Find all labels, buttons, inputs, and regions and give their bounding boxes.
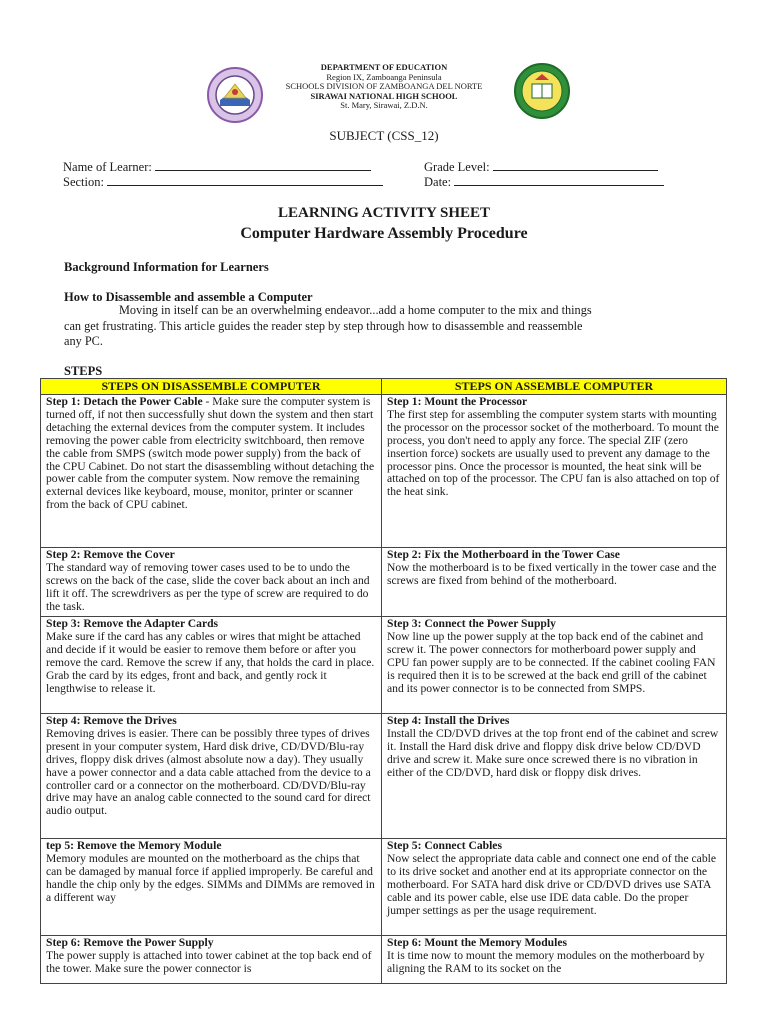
table-row [41, 617, 727, 714]
step-title: tep 5: Remove the Memory Module [46, 839, 222, 852]
step-title: Step 1: Detach the Power Cable [46, 395, 203, 408]
step-text: Now the motherboard is to be fixed vertically in the tower case and the screws are fixed from behind of the motherboard. [387, 560, 717, 587]
intro-line: any PC. [64, 334, 103, 348]
table-row [41, 839, 727, 936]
step-text: Removing drives is easier. There can be possibly three types of drives present in your computer system, Hard disk drive, CD/DVD/Blu-ray drives, floppy disk drives (almost absolute now a day). They usually have a power connector and a data cable attached from the device to a controller card or a connector on the motherboard. CD/DVD/Blu-ray drive may have an analog cable connected to the sound card for direct audio output. [46, 726, 371, 818]
section-label: Section: [63, 175, 104, 189]
step-text: The power supply is attached into tower cabinet at the top back end of the tower. Make sure the power connector is [46, 948, 372, 975]
grade-label: Grade Level: [424, 160, 490, 174]
name-blank-line [155, 160, 371, 171]
step-title: Step 3: Connect the Power Supply [387, 617, 556, 630]
division-name: SCHOOLS DIVISION OF ZAMBOANGA DEL NORTE [285, 81, 483, 92]
document-subtitle: Computer Hardware Assembly Procedure [240, 225, 528, 242]
table-row [41, 714, 727, 839]
subject-line: SUBJECT (CSS_12) [329, 128, 439, 143]
disassemble-step-6 [41, 936, 382, 984]
school-name: SIRAWAI NATIONAL HIGH SCHOOL [310, 90, 458, 101]
intro-paragraph [64, 303, 734, 350]
name-label: Name of Learner: [63, 160, 152, 174]
disassemble-step-5 [41, 839, 382, 936]
letterhead [0, 63, 768, 111]
assemble-step-5 [382, 839, 727, 936]
assemble-step-2 [382, 548, 727, 617]
disassemble-step-2 [41, 548, 382, 617]
school-address: St. Mary, Sirawai, Z.D.N. [340, 100, 428, 111]
step-title: Step 4: Remove the Drives [46, 714, 177, 727]
step-title: Step 5: Connect Cables [387, 839, 502, 852]
step-title: Step 2: Remove the Cover [46, 548, 175, 561]
assemble-step-6 [382, 936, 727, 984]
step-text: Memory modules are mounted on the motherboard as the chips that can be damaged by manual force if applied improperly. Be careful and handle the chip only by the edges. SIMMs and DIMMs are removed in a different way [46, 851, 375, 904]
department-name: DEPARTMENT OF EDUCATION [320, 62, 448, 72]
step-text: The standard way of removing tower cases used to be to undo the screws on the back of the case, slide the cover back about an inch and lift it off. The screwdrivers as per the type of screw are required to do the task. [46, 560, 370, 613]
assemble-column-header: STEPS ON ASSEMBLE COMPUTER [382, 379, 727, 395]
how-to-heading: How to Disassemble and assemble a Computer [64, 290, 313, 304]
step-title: Step 4: Install the Drives [387, 714, 510, 727]
table-header-row [41, 379, 727, 395]
assemble-step-1 [382, 395, 727, 548]
disassemble-column-header: STEPS ON DISASSEMBLE COMPUTER [41, 379, 382, 395]
step-text: - Make sure the computer system is turned off, if not then successfully shut down the system and then start detaching the external devices from the computer system. It includes removing the power cable from electricity switchboard, then remove the cable from SMPS (switch mode power supply) from the back of the CPU Cabinet. Do not start the disassembling without detaching the power cable from the computer system. Now remove the remaining external devices like keyboard, mouse, monitor, printer or scanner from the back of CPU cabinet. [46, 395, 375, 512]
document-title: LEARNING ACTIVITY SHEET [278, 205, 490, 221]
step-title: Step 2: Fix the Motherboard in the Tower Case [387, 548, 620, 561]
disassemble-step-3 [41, 617, 382, 714]
step-title: Step 3: Remove the Adapter Cards [46, 617, 219, 630]
step-text: Make sure if the card has any cables or wires that might be attached and decide if it would be easier to remove them before or after you remove the card. Remove the screw if any, that holds the card in place. Grab the card by its edges, front and back, and gently rock it lengthwise to release it. [46, 629, 375, 695]
table-row [41, 548, 727, 617]
region-name: Region IX, Zamboanga Peninsula [326, 71, 442, 82]
assemble-step-4 [382, 714, 727, 839]
date-label: Date: [424, 175, 452, 189]
step-text: Install the CD/DVD drives at the top front end of the cabinet and screw it. Install the Hard disk drive and floppy disk drive below CD/DVD drive and screw it. Make sure once screwed there is no vibration in either of the CD/DVD, hard disk or floppy disk drives. [387, 726, 719, 779]
name-of-learner-field[interactable] [63, 160, 371, 175]
step-text: Now select the appropriate data cable and connect one end of the cable to its drive socket and another end at its appropriate connector on the motherboard. For SATA hard disk drive or CD/DVD drives use SATA cable and its power cable, else use IDE data cable. Do the proper jumper settings as per the usage requirement. [387, 851, 716, 917]
date-blank-line [454, 175, 664, 186]
assemble-step-3 [382, 617, 727, 714]
steps-table [40, 378, 727, 984]
table-row [41, 936, 727, 984]
step-title: Step 6: Remove the Power Supply [46, 936, 214, 949]
disassemble-step-4 [41, 714, 382, 839]
steps-heading: STEPS [64, 364, 103, 378]
step-text: Now line up the power supply at the top back end of the cabinet and screw it. The power connectors for motherboard power supply and CPU fan power supply are to be connected. If the cabinet cooling FAN is required then it is to be screwed at the back end grill of the cabinet and its power connector is to be connected from SMPS. [387, 629, 716, 695]
intro-line: Moving in itself can be an overwhelming endeavor...add a home computer to the mix and things [119, 303, 592, 317]
intro-line: can get frustrating. This article guides the reader step by step through how to disassemble and reassemble [64, 318, 583, 333]
table-row [41, 395, 727, 548]
background-heading: Background Information for Learners [64, 260, 269, 274]
step-title: Step 6: Mount the Memory Modules [387, 936, 568, 949]
section-field[interactable] [63, 175, 383, 190]
step-text: It is time now to mount the memory modules on the motherboard by aligning the RAM to its socket on the [387, 948, 705, 975]
section-blank-line [107, 175, 383, 186]
date-field[interactable] [424, 175, 664, 190]
grade-level-field[interactable] [424, 160, 658, 175]
disassemble-step-1 [41, 395, 382, 548]
step-title: Step 1: Mount the Processor [387, 395, 528, 408]
grade-blank-line [493, 160, 658, 171]
step-text: The first step for assembling the computer system starts with mounting the processor on the processor socket of the motherboard. To mount the process, you don't need to apply any force. The special ZIF (zero insertion force) sockets are usually used to prevent any damage to the processor pins. Once the processor is mounted, the heat sink will be attached on top of the processor. The CPU fan is also attached on top of the heat sink. [387, 407, 720, 499]
